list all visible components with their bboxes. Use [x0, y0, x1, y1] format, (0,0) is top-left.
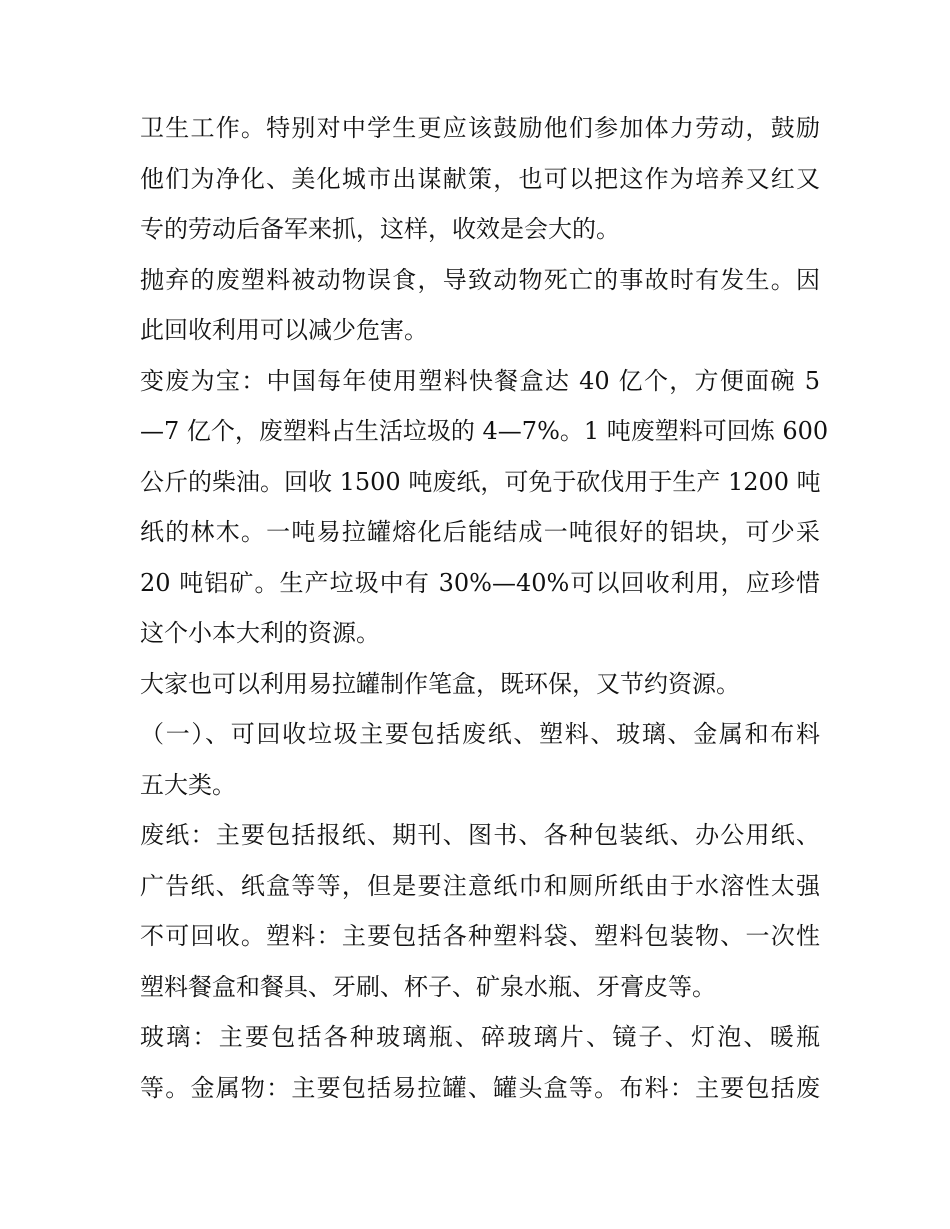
text-line: 变废为宝：中国每年使用塑料快餐盒达 40 亿个，方便面碗 5 — [140, 366, 820, 395]
text-line: 五大类。 — [140, 770, 236, 799]
text-line: —7 亿个，废塑料占生活垃圾的 4—7%。1 吨废塑料可回炼 600 — [140, 417, 829, 445]
text-line: 玻璃：主要包括各种玻璃瓶、碎玻璃片、镜子、灯泡、暖瓶 — [140, 1023, 820, 1051]
text-line: 20 吨铝矿。生产垃圾中有 30%—40%可以回收利用，应珍惜 — [140, 568, 820, 597]
text-line: 等。金属物：主要包括易拉罐、罐头盒等。布料：主要包括废 — [140, 1073, 820, 1102]
text-line: 纸的林木。一吨易拉罐熔化后能结成一吨很好的铝块，可少采 — [140, 518, 820, 546]
text-line: 广告纸、纸盒等等，但是要注意纸巾和厕所纸由于水溶性太强 — [140, 871, 820, 900]
text-line: 专的劳动后备军来抓，这样，收效是会大的。 — [140, 215, 620, 243]
text-line: 这个小本大利的资源。 — [140, 619, 380, 647]
text-line: 公斤的柴油。回收 1500 吨废纸，可免于砍伐用于生产 1200 吨 — [140, 467, 821, 496]
text-line: 大家也可以利用易拉罐制作笔盒，既环保，又节约资源。 — [140, 669, 740, 698]
text-line: 抛弃的废塑料被动物误食，导致动物死亡的事故时有发生。因 — [140, 265, 820, 294]
text-line: 废纸：主要包括报纸、期刊、图书、各种包装纸、办公用纸、 — [140, 821, 820, 849]
text-line: 卫生工作。特别对中学生更应该鼓励他们参加体力劳动，鼓励 — [140, 114, 820, 142]
document-body — [140, 103, 829, 1113]
text-line: 不可回收。塑料：主要包括各种塑料袋、塑料包装物、一次性 — [140, 922, 820, 950]
text-line: 塑料餐盒和餐具、牙刷、杯子、矿泉水瓶、牙膏皮等。 — [140, 972, 716, 1001]
text-line: （一）、可回收垃圾主要包括废纸、塑料、玻璃、金属和布料 — [140, 720, 820, 748]
text-line: 他们为净化、美化城市出谋献策，也可以把这作为培养又红又 — [140, 164, 820, 193]
text-line: 此回收利用可以减少危害。 — [140, 316, 428, 344]
